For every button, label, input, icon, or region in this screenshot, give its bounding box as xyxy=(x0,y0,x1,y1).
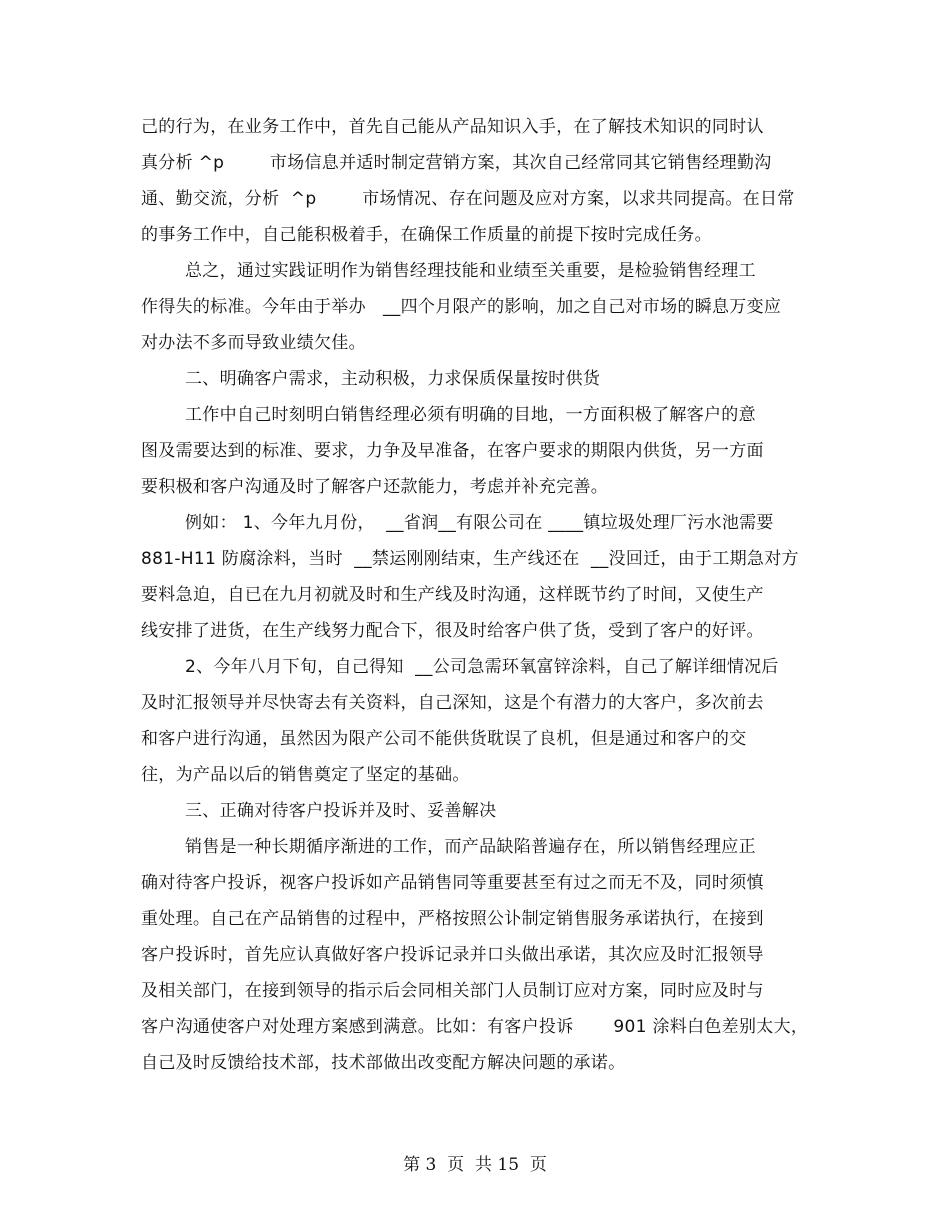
body-line: 客户投诉时，首先应认真做好客户投诉记录并口头做出承诺，其次应及时汇报领导 xyxy=(141,945,764,965)
body-line: 要积极和客户沟通及时了解客户还款能力，考虑并补充完善。 xyxy=(141,477,609,497)
body-line: 总之，通过实践证明作为销售经理技能和业绩至关重要，是检验销售经理工 xyxy=(185,261,756,281)
body-line: 往，为产品以后的销售奠定了坚定的基础。 xyxy=(141,765,470,785)
body-line: 线安排了进货，在生产线努力配合下，很及时给客户供了货，受到了客户的好评。 xyxy=(141,621,764,641)
body-line: 881-H11 防腐涂料，当时 __禁运刚刚结束，生产线还在 __没回迁，由于工期急对方 xyxy=(141,549,799,569)
body-line: 要料急迫，自已在九月初就及时和生产线及时沟通，这样既节约了时间，又使生产 xyxy=(141,585,764,605)
body-line: 重处理。自己在产品销售的过程中，严格按照公讣制定销售服务承诺执行，在接到 xyxy=(141,909,764,929)
body-line: 确对待客户投诉，视客户投诉如产品销售同等重要甚至有过之而无不及，同时须慎 xyxy=(141,873,764,893)
section-heading: 三、正确对待客户投诉并及时、妥善解决 xyxy=(185,801,497,821)
body-line: 例如： 1、今年九月份， __省润__有限公司在 ____镇垃圾处理厂污水池需要 xyxy=(185,513,774,533)
body-line: 及相关部门，在接到领导的指示后会同相关部门人员制订应对方案，同时应及时与 xyxy=(141,981,764,1001)
body-line: 己的行为，在业务工作中，首先自己能从产品知识入手，在了解技术知识的同时认 xyxy=(141,117,764,137)
body-line: 自己及时反馈给技术部，技术部做出改变配方解决问题的承诺。 xyxy=(141,1053,626,1073)
body-line: 图及需要达到的标准、要求，力争及早准备，在客户要求的期限内供货，另一方面 xyxy=(141,441,764,461)
body-line: 通、勤交流，分析 ^p 市场情况、存在问题及应对方案，以求共同提高。在日常 xyxy=(141,189,795,209)
body-line: 2、今年八月下旬，自己得知 __公司急需环氧富锌涂料，自己了解详细情况后 xyxy=(185,657,779,677)
body-line: 客户沟通使客户对处理方案感到满意。比如：有客户投诉 901 涂料白色差别太大， xyxy=(141,1017,809,1037)
body-line: 的事务工作中，自己能积极着手，在确保工作质量的前提下按时完成任务。 xyxy=(141,225,712,245)
page-number-footer: 第 3 页 共 15 页 xyxy=(403,1155,547,1175)
section-heading: 二、明确客户需求，主动积极，力求保质保量按时供货 xyxy=(185,369,601,389)
body-line: 销售是一种长期循序渐进的工作，而产品缺陷普遍存在，所以销售经理应正 xyxy=(185,837,756,857)
body-line: 及时汇报领导并尽快寄去有关资料，自己深知，这是个有潜力的大客户，多次前去 xyxy=(141,693,764,713)
body-line: 作得失的标准。今年由于举办 __四个月限产的影响，加之自己对市场的瞬息万变应 xyxy=(141,297,782,317)
body-line: 工作中自己时刻明白销售经理必须有明确的目地，一方面积极了解客户的意 xyxy=(185,405,756,425)
body-line: 对办法不多而导致业绩欠佳。 xyxy=(141,333,366,353)
body-line: 真分析 ^p 市场信息并适时制定营销方案，其次自己经常同其它销售经理勤沟 xyxy=(141,153,772,173)
body-line: 和客户进行沟通，虽然因为限产公司不能供货耽误了良机，但是通过和客户的交 xyxy=(141,729,747,749)
